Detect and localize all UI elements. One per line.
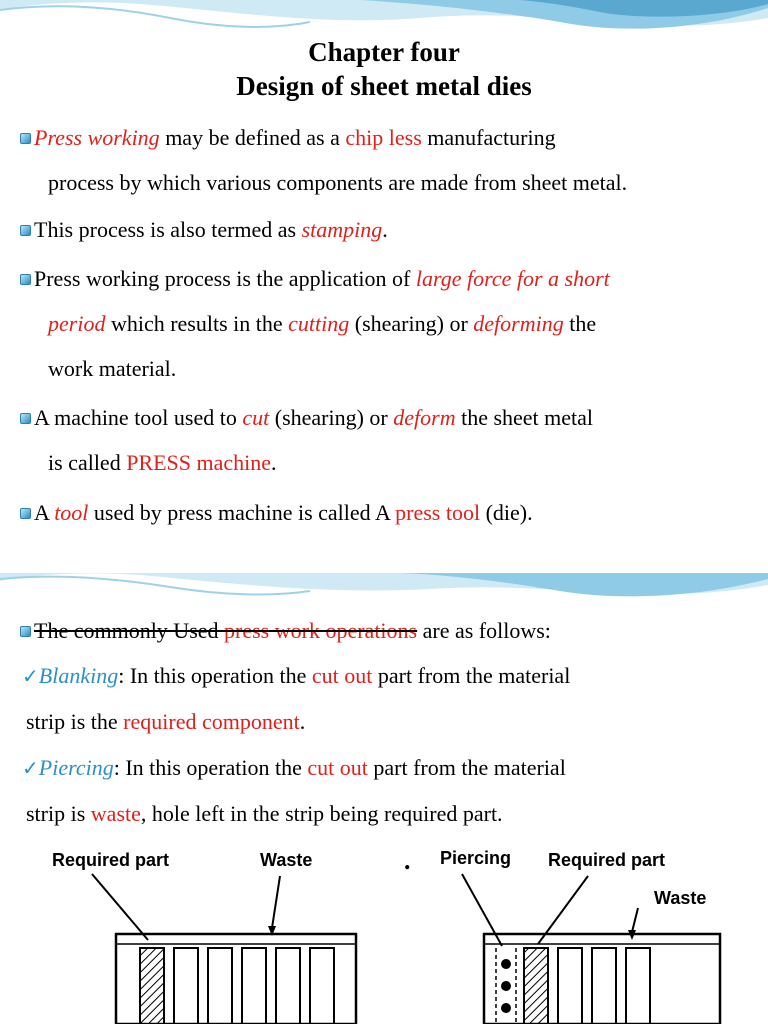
slide2-line-1 <box>20 618 551 644</box>
text: (shearing) or <box>349 311 474 336</box>
text: : In this operation the <box>113 755 308 780</box>
term-waste: waste <box>90 801 141 826</box>
square-bullet-icon <box>20 413 31 424</box>
text: A machine tool used to <box>34 405 243 430</box>
label-waste: Waste <box>260 850 313 870</box>
text: which results in the <box>105 311 289 336</box>
square-bullet-icon <box>20 274 31 285</box>
term-deforming: deforming <box>473 311 564 336</box>
separator-dot: . <box>404 846 411 875</box>
checkmark-icon: ✓ <box>22 664 39 688</box>
term-press-machine: PRESS machine <box>126 450 272 475</box>
term-cut-out: cut out <box>311 663 373 688</box>
bullet-line-1-cont: process by which various components are made from sheet metal. <box>48 170 628 195</box>
text: part from the material <box>367 755 566 780</box>
square-bullet-icon <box>20 508 31 519</box>
term-cut: cut <box>242 405 270 430</box>
text: A <box>34 500 55 525</box>
label-piercing: Piercing <box>440 848 512 868</box>
label-waste: Waste <box>654 888 707 908</box>
term-large-force: large force for a short <box>415 266 610 291</box>
text: is called <box>48 450 127 475</box>
text: strip is the <box>26 709 124 734</box>
text: (shearing) or <box>269 405 394 430</box>
slide-title-line2: Design of sheet metal dies <box>236 71 532 101</box>
bullet-line-3-cont2: work material. <box>48 356 177 381</box>
text: The commonly Used <box>34 618 225 643</box>
blanking-line-2 <box>26 709 305 735</box>
bullet-line-5 <box>20 500 533 526</box>
text: Press working process is the application of <box>34 266 416 291</box>
text: are as follows: <box>417 618 551 643</box>
text: . <box>299 709 306 734</box>
blanking-line-1 <box>22 663 570 689</box>
term-chip-less: chip less <box>345 125 422 150</box>
text: (die). <box>480 500 533 525</box>
bullet-line-4-cont <box>48 450 277 476</box>
text: manufacturing <box>421 125 556 150</box>
term-cutting: cutting <box>288 311 350 336</box>
text: . <box>382 217 388 242</box>
slide-separator <box>0 560 768 573</box>
piercing-line-1 <box>22 755 566 781</box>
slide-title-line1: Chapter four <box>308 37 460 67</box>
term-piercing: Piercing <box>38 755 114 780</box>
checkmark-icon: ✓ <box>22 756 39 780</box>
bullet-line-4 <box>20 405 593 431</box>
square-bullet-icon <box>20 225 31 236</box>
text: the sheet metal <box>455 405 594 430</box>
text: the <box>563 311 597 336</box>
text: part from the material <box>372 663 571 688</box>
bullet-line-3 <box>20 266 610 292</box>
text: , hole left in the strip being required part. <box>140 801 503 826</box>
bullet-line-3-cont <box>48 311 596 337</box>
term-required-component: required component <box>123 709 300 734</box>
label-required-part: Required part <box>548 850 666 870</box>
text: . <box>271 450 277 475</box>
text: This process is also termed as <box>34 217 302 242</box>
term-blanking: Blanking <box>38 663 119 688</box>
figure-piercing-strip <box>428 836 728 1024</box>
term-deform: deform <box>393 405 456 430</box>
text: may be defined as a <box>159 125 346 150</box>
bullet-line-2 <box>20 217 388 243</box>
figure-blanking-strip <box>30 836 370 1024</box>
text: strip is <box>26 801 91 826</box>
term-press-working: Press working <box>34 125 160 150</box>
text: used by press machine is called A <box>88 500 396 525</box>
term-press-tool: press tool <box>395 500 481 525</box>
bullet-line-1 <box>20 125 556 151</box>
term-period: period <box>48 311 106 336</box>
piercing-line-2 <box>26 801 503 827</box>
label-required-part: Required part <box>52 850 170 870</box>
term-stamping: stamping <box>301 217 383 242</box>
square-bullet-icon <box>20 133 31 144</box>
term-tool: tool <box>54 500 89 525</box>
term-press-work-operations: press work operations <box>224 618 418 643</box>
term-cut-out: cut out <box>307 755 368 780</box>
square-bullet-icon <box>20 626 31 637</box>
text: : In this operation the <box>118 663 312 688</box>
